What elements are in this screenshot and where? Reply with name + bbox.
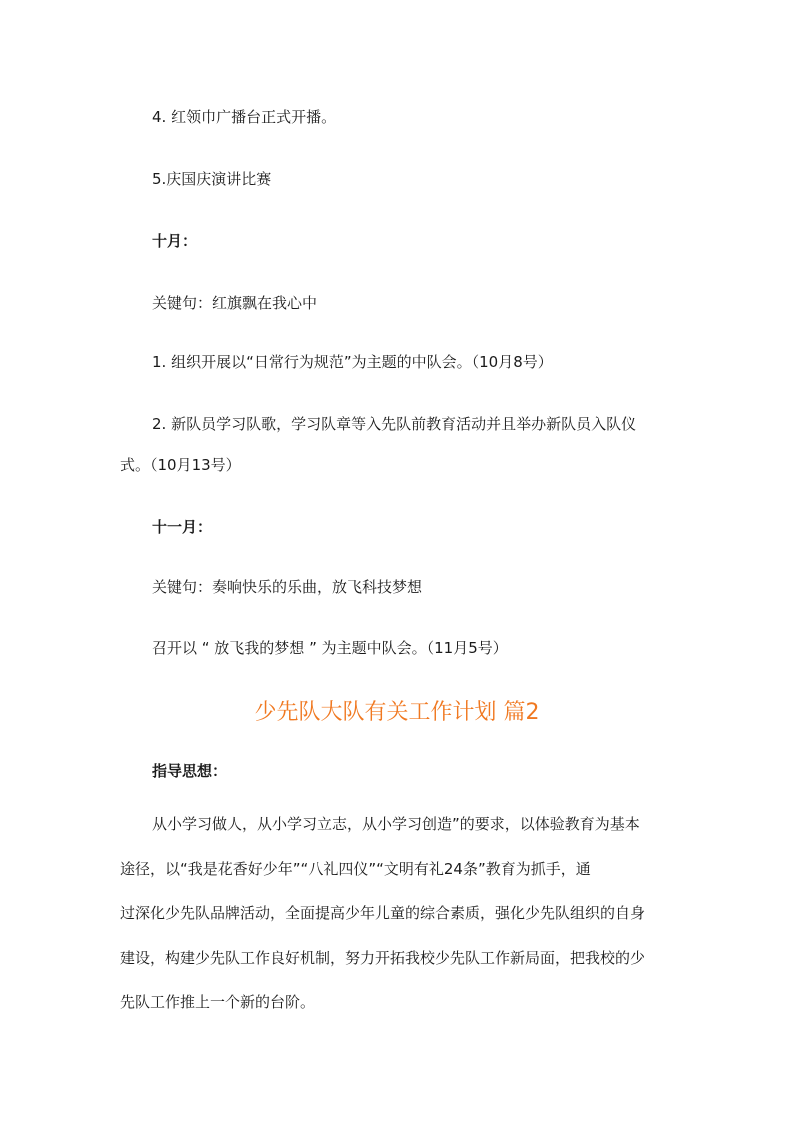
- paragraph-line: 从小学习做人，从小学习立志，从小学习创造”的要求，以体验教育为基本: [152, 815, 640, 833]
- key-phrase: 关键句：红旗飘在我心中: [152, 294, 318, 312]
- key-phrase: 关键句：奏响快乐的乐曲，放飞科技梦想: [152, 578, 423, 596]
- paragraph-line: 先队工作推上一个新的台阶。: [120, 993, 316, 1011]
- list-item-continuation: 式。（10月13号）: [120, 456, 241, 474]
- paragraph-line: 途径，以“我是花香好少年”“八礼四仪”“文明有礼24条”教育为抓手，通: [120, 859, 591, 878]
- list-item: 召开以 “ 放飞我的梦想 ” 为主题中队会。（11月5号）: [152, 639, 508, 657]
- paragraph-line: 过深化少先队品牌活动，全面提高少年儿童的综合素质，强化少先队组织的自身: [120, 904, 646, 922]
- month-heading-november: 十一月：: [152, 518, 213, 536]
- section-subheading: 指导思想：: [152, 762, 228, 780]
- list-item: 2. 新队员学习队歌，学习队章等入先队前教育活动并且举办新队员入队仪: [152, 415, 637, 433]
- list-item: 4. 红领巾广播台正式开播。: [152, 108, 337, 126]
- month-heading-october: 十月：: [152, 232, 198, 250]
- paragraph-line: 建设，构建少先队工作良好机制，努力开拓我校少先队工作新局面，把我校的少: [120, 948, 646, 967]
- list-item: 1. 组织开展以“日常行为规范”为主题的中队会。（10月8号）: [152, 353, 553, 371]
- list-item: 5.庆国庆演讲比赛: [152, 170, 272, 188]
- section-title: 少先队大队有关工作计划 篇2: [254, 700, 540, 725]
- body-paragraph: [120, 802, 680, 1025]
